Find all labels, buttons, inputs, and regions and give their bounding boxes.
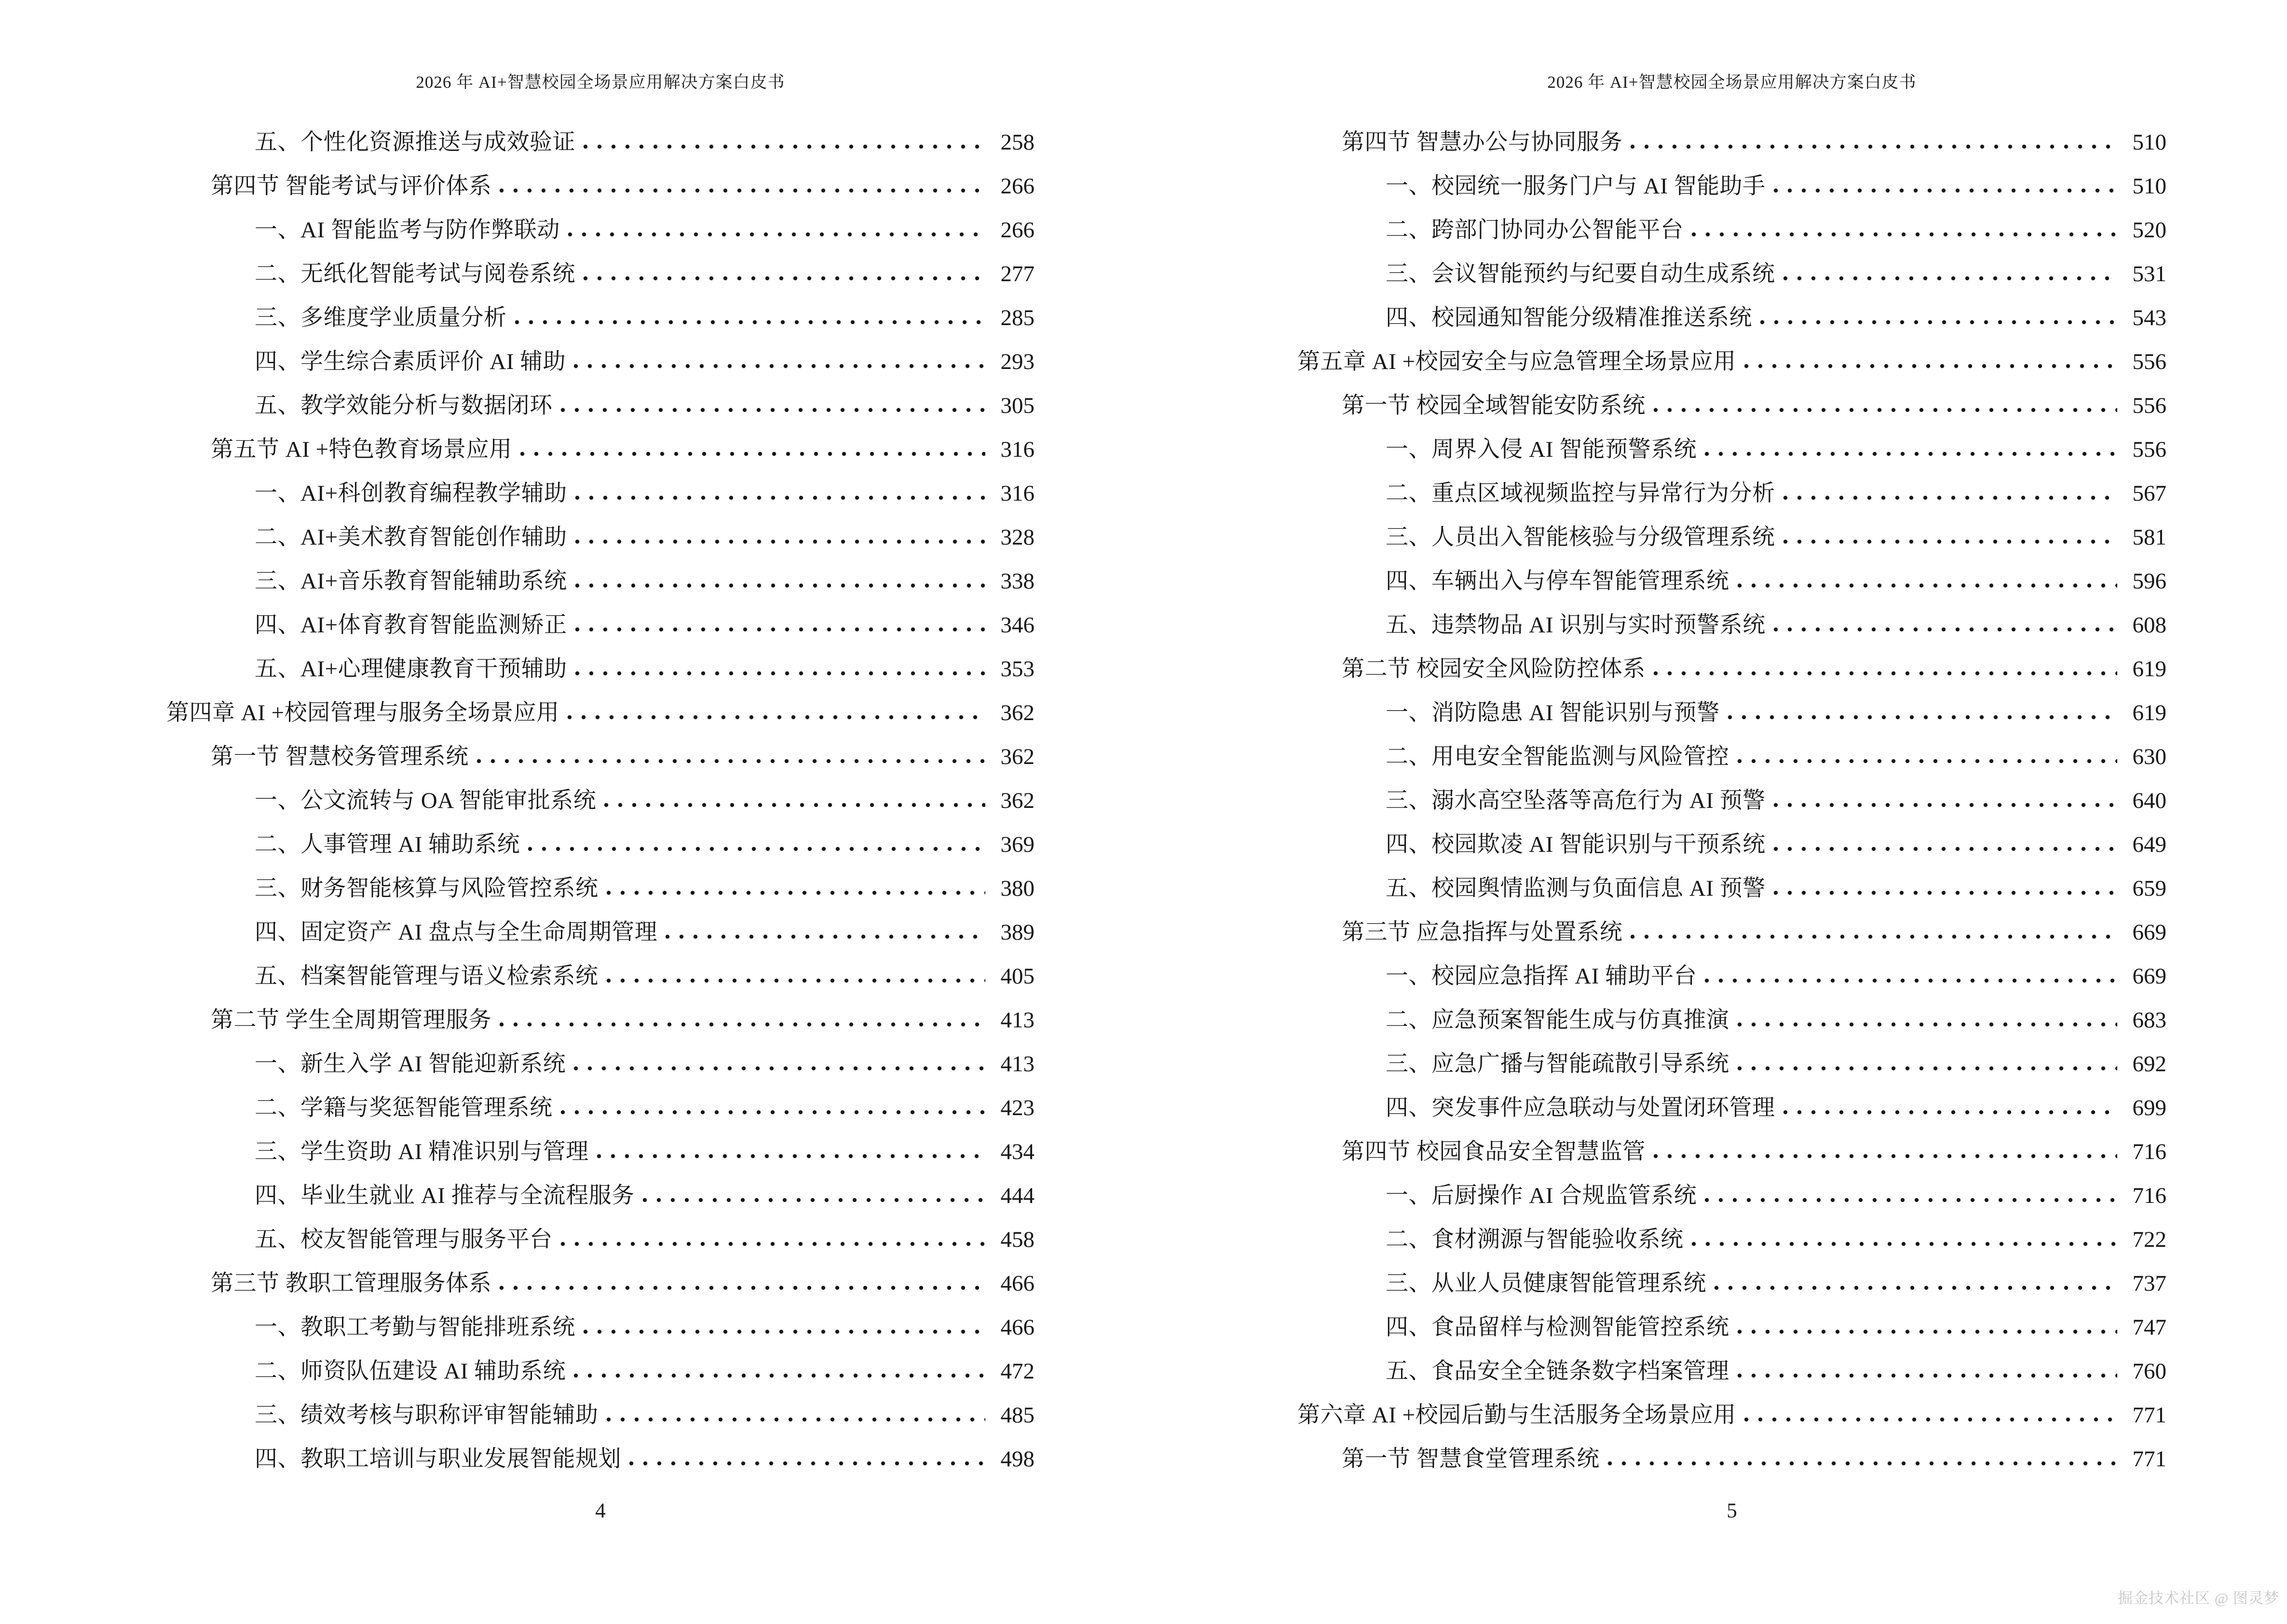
toc-entry-page-number: 659	[2132, 876, 2166, 901]
toc-entry	[166, 1428, 1035, 1472]
dotted-leader	[1773, 846, 2117, 851]
toc-entry-page-number: 316	[1000, 481, 1035, 506]
dotted-leader	[499, 188, 985, 193]
dotted-leader	[575, 671, 985, 676]
toc-entry	[1297, 594, 2166, 638]
dotted-leader	[606, 1417, 985, 1422]
dotted-leader	[1783, 276, 2117, 281]
toc-entry-page-number: 760	[2132, 1359, 2166, 1384]
toc-entry-page-number: 581	[2132, 525, 2166, 550]
toc-page-right	[1297, 0, 2166, 1624]
toc-entry	[166, 901, 1035, 945]
toc-entry	[1297, 1165, 2166, 1209]
toc-entry	[166, 1296, 1035, 1340]
page-number: 4	[595, 1500, 606, 1522]
dotted-leader	[560, 408, 985, 412]
toc-entries-right	[1297, 111, 2166, 1472]
toc-entry-title: 三、绩效考核与职称评审智能辅助	[255, 1403, 599, 1428]
toc-entry-page-number: 389	[1000, 920, 1035, 945]
toc-entry-title: 五、校友智能管理与服务平台	[255, 1227, 553, 1253]
toc-entry-page-number: 692	[2132, 1051, 2166, 1077]
toc-entry	[1297, 1121, 2166, 1165]
toc-entry-page-number: 716	[2132, 1183, 2166, 1209]
toc-entry	[166, 814, 1035, 858]
toc-entry-page-number: 485	[1000, 1403, 1035, 1428]
toc-entry-title: 五、校园舆情监测与负面信息 AI 预警	[1386, 876, 1766, 901]
dotted-leader	[629, 1461, 985, 1466]
toc-entry-page-number: 771	[2132, 1403, 2166, 1428]
toc-entry	[1297, 199, 2166, 243]
toc-entry-page-number: 266	[1000, 218, 1035, 243]
toc-entry-page-number: 413	[1000, 1051, 1035, 1077]
toc-entry-title: 三、应急广播与智能疏散引导系统	[1386, 1051, 1729, 1077]
toc-entry-page-number: 619	[2132, 700, 2166, 726]
toc-entry	[166, 594, 1035, 638]
toc-entry	[1297, 814, 2166, 858]
toc-entry-page-number: 338	[1000, 569, 1035, 594]
toc-entry-title: 一、校园统一服务门户与 AI 智能助手	[1386, 174, 1766, 199]
dotted-leader	[606, 978, 985, 983]
toc-entry	[166, 945, 1035, 989]
toc-entry-page-number: 266	[1000, 174, 1035, 199]
toc-entry	[1297, 243, 2166, 287]
toc-entry	[1297, 155, 2166, 199]
dotted-leader	[1653, 1154, 2117, 1159]
dotted-leader	[476, 759, 985, 764]
toc-entry	[1297, 375, 2166, 419]
toc-entry-page-number: 258	[1000, 130, 1035, 155]
dotted-leader	[499, 1285, 985, 1290]
toc-entry	[1297, 682, 2166, 726]
toc-entry-page-number: 747	[2132, 1315, 2166, 1340]
dotted-leader	[575, 583, 985, 588]
toc-entry	[1297, 506, 2166, 550]
dotted-leader	[1630, 144, 2117, 149]
dotted-leader	[1744, 364, 2117, 368]
toc-entry	[1297, 111, 2166, 155]
dotted-leader	[1783, 539, 2117, 544]
toc-entry	[166, 1077, 1035, 1121]
toc-entry-page-number: 699	[2132, 1095, 2166, 1121]
toc-entry-page-number: 596	[2132, 569, 2166, 594]
toc-entry-title: 三、多维度学业质量分析	[255, 305, 507, 331]
dotted-leader	[1714, 1285, 2117, 1290]
toc-entry	[1297, 1077, 2166, 1121]
toc-entries-left	[166, 111, 1035, 1472]
toc-entry	[1297, 770, 2166, 814]
toc-entry-page-number: 630	[2132, 744, 2166, 770]
toc-entry-title: 五、个性化资源推送与成效验证	[255, 130, 575, 155]
dotted-leader	[1691, 1242, 2117, 1246]
toc-entry-title: 四、食品留样与检测智能管控系统	[1386, 1315, 1729, 1340]
toc-entry	[166, 287, 1035, 331]
toc-entry-page-number: 328	[1000, 525, 1035, 550]
toc-entry	[166, 858, 1035, 901]
toc-entry-title: 第一节 智慧食堂管理系统	[1342, 1447, 1600, 1472]
toc-entry	[166, 506, 1035, 550]
dotted-leader	[568, 232, 985, 237]
toc-entry	[1297, 989, 2166, 1033]
toc-entry-title: 第四节 智慧办公与协同服务	[1342, 130, 1623, 155]
toc-entry-title: 一、后厨操作 AI 合规监管系统	[1386, 1183, 1697, 1209]
toc-entry-title: 三、从业人员健康智能管理系统	[1386, 1271, 1706, 1296]
toc-entry	[1297, 901, 2166, 945]
toc-entry-title: 一、AI 智能监考与防作弊联动	[255, 218, 560, 243]
toc-entry	[166, 463, 1035, 506]
toc-entry	[166, 1165, 1035, 1209]
toc-entry	[166, 375, 1035, 419]
toc-entry	[1297, 550, 2166, 594]
toc-entry	[166, 243, 1035, 287]
toc-entry	[166, 1340, 1035, 1384]
toc-entry	[1297, 638, 2166, 682]
toc-entry-page-number: 466	[1000, 1315, 1035, 1340]
toc-entry-page-number: 362	[1000, 744, 1035, 770]
dotted-leader	[597, 1154, 985, 1159]
dotted-leader	[1737, 759, 2117, 764]
toc-entry	[166, 638, 1035, 682]
toc-entry-page-number: 556	[2132, 349, 2166, 375]
toc-entry-title: 二、跨部门协同办公智能平台	[1386, 218, 1684, 243]
page-number: 5	[1727, 1500, 1737, 1522]
toc-entry-title: 第二节 校园安全风险防控体系	[1342, 656, 1646, 682]
toc-entry-page-number: 472	[1000, 1359, 1035, 1384]
dotted-leader	[575, 627, 985, 632]
toc-entry	[166, 419, 1035, 463]
toc-entry-title: 第四节 智能考试与评价体系	[211, 174, 492, 199]
toc-entry-title: 第四章 AI +校园管理与服务全场景应用	[166, 700, 559, 726]
dotted-leader	[1737, 1373, 2117, 1378]
dotted-leader	[575, 539, 985, 544]
toc-entry-title: 五、教学效能分析与数据闭环	[255, 393, 553, 419]
toc-entry-title: 二、AI+美术教育智能创作辅助	[255, 525, 567, 550]
toc-entry-page-number: 444	[1000, 1183, 1035, 1209]
toc-entry-page-number: 669	[2132, 964, 2166, 989]
toc-entry-title: 五、AI+心理健康教育干预辅助	[255, 656, 567, 682]
toc-entry-page-number: 305	[1000, 393, 1035, 419]
dotted-leader	[1728, 715, 2117, 720]
toc-entry-page-number: 423	[1000, 1095, 1035, 1121]
toc-entry-page-number: 466	[1000, 1271, 1035, 1296]
dotted-leader	[1737, 1066, 2117, 1071]
dotted-leader	[567, 715, 985, 720]
dotted-leader	[573, 1066, 985, 1071]
toc-entry-title: 二、学籍与奖惩智能管理系统	[255, 1095, 553, 1121]
toc-entry-page-number: 531	[2132, 261, 2166, 287]
toc-entry-title: 四、AI+体育教育智能监测矫正	[255, 613, 567, 638]
toc-entry-title: 五、食品安全全链条数字档案管理	[1386, 1359, 1729, 1384]
toc-entry-page-number: 669	[2132, 920, 2166, 945]
toc-entry	[166, 1209, 1035, 1253]
dotted-leader	[1653, 671, 2117, 676]
toc-entry	[166, 1384, 1035, 1428]
toc-entry	[1297, 1296, 2166, 1340]
toc-entry-title: 四、教职工培训与职业发展智能规划	[255, 1447, 621, 1472]
toc-entry-page-number: 640	[2132, 788, 2166, 814]
toc-entry-page-number: 413	[1000, 1008, 1035, 1033]
toc-entry-page-number: 510	[2132, 174, 2166, 199]
dotted-leader	[1630, 934, 2117, 939]
dotted-leader	[583, 276, 985, 281]
toc-entry-page-number: 556	[2132, 437, 2166, 463]
toc-entry	[1297, 726, 2166, 770]
toc-entry-page-number: 510	[2132, 130, 2166, 155]
toc-entry-page-number: 405	[1000, 964, 1035, 989]
toc-entry-title: 三、学生资助 AI 精准识别与管理	[255, 1139, 589, 1165]
toc-entry-title: 二、人事管理 AI 辅助系统	[255, 832, 520, 858]
dotted-leader	[1783, 495, 2117, 500]
toc-entry	[1297, 1033, 2166, 1077]
toc-entry	[166, 111, 1035, 155]
toc-entry-page-number: 608	[2132, 613, 2166, 638]
toc-entry-page-number: 458	[1000, 1227, 1035, 1253]
toc-entry-page-number: 543	[2132, 305, 2166, 331]
dotted-leader	[573, 364, 985, 368]
dotted-leader	[583, 1329, 985, 1334]
dotted-leader	[1773, 890, 2117, 895]
toc-entry-title: 三、财务智能核算与风险管控系统	[255, 876, 599, 901]
page-header: 2026 年 AI+智慧校园全场景应用解决方案白皮书	[416, 73, 785, 92]
toc-entry-title: 四、毕业生就业 AI 推荐与全流程服务	[255, 1183, 635, 1209]
toc-entry-title: 二、食材溯源与智能验收系统	[1386, 1227, 1684, 1253]
dotted-leader	[1737, 1022, 2117, 1027]
dotted-leader	[1760, 320, 2117, 325]
toc-entry	[1297, 463, 2166, 506]
toc-entry-page-number: 346	[1000, 613, 1035, 638]
toc-entry	[166, 1033, 1035, 1077]
page-header: 2026 年 AI+智慧校园全场景应用解决方案白皮书	[1547, 73, 1917, 92]
toc-entry-title: 第四节 校园食品安全智慧监管	[1342, 1139, 1646, 1165]
toc-entry-title: 三、会议智能预约与纪要自动生成系统	[1386, 261, 1775, 287]
dotted-leader	[1704, 451, 2117, 456]
toc-entry-title: 第三节 教职工管理服务体系	[211, 1271, 492, 1296]
toc-entry-title: 五、档案智能管理与语义检索系统	[255, 964, 599, 989]
toc-entry-title: 四、校园通知智能分级精准推送系统	[1386, 305, 1752, 331]
dotted-leader	[1744, 1417, 2117, 1422]
watermark: 掘金技术社区 @ 图灵梦	[2117, 1590, 2279, 1607]
toc-entry-page-number: 716	[2132, 1139, 2166, 1165]
toc-entry-page-number: 316	[1000, 437, 1035, 463]
toc-entry-page-number: 353	[1000, 656, 1035, 682]
dotted-leader	[1704, 978, 2117, 983]
toc-entry-title: 第五章 AI +校园安全与应急管理全场景应用	[1297, 349, 1736, 375]
toc-entry	[166, 682, 1035, 726]
toc-entry-page-number: 285	[1000, 305, 1035, 331]
dotted-leader	[560, 1242, 985, 1246]
dotted-leader	[604, 803, 985, 807]
toc-entry-title: 一、新生入学 AI 智能迎新系统	[255, 1051, 566, 1077]
toc-entry-title: 一、校园应急指挥 AI 辅助平台	[1386, 964, 1697, 989]
toc-entry-page-number: 722	[2132, 1227, 2166, 1253]
toc-entry-page-number: 683	[2132, 1008, 2166, 1033]
toc-entry	[1297, 331, 2166, 375]
toc-entry	[1297, 858, 2166, 901]
toc-entry	[1297, 1428, 2166, 1472]
toc-entry-page-number: 520	[2132, 218, 2166, 243]
dotted-leader	[1773, 627, 2117, 632]
toc-entry	[166, 1253, 1035, 1296]
toc-entry-title: 第六章 AI +校园后勤与生活服务全场景应用	[1297, 1403, 1736, 1428]
toc-entry-page-number: 649	[2132, 832, 2166, 858]
toc-entry-title: 第一节 校园全域智能安防系统	[1342, 393, 1646, 419]
toc-entry-title: 二、用电安全智能监测与风险管控	[1386, 744, 1729, 770]
toc-entry-title: 第三节 应急指挥与处置系统	[1342, 920, 1623, 945]
toc-entry-title: 三、AI+音乐教育智能辅助系统	[255, 569, 567, 594]
toc-entry	[166, 199, 1035, 243]
toc-entry-title: 五、违禁物品 AI 识别与实时预警系统	[1386, 613, 1766, 638]
toc-entry-title: 一、公文流转与 OA 智能审批系统	[255, 788, 597, 814]
dotted-leader	[560, 1110, 985, 1115]
toc-page-left	[166, 0, 1035, 1624]
toc-entry-page-number: 498	[1000, 1447, 1035, 1472]
toc-entry-page-number: 619	[2132, 656, 2166, 682]
toc-entry-title: 二、无纸化智能考试与阅卷系统	[255, 261, 575, 287]
toc-entry-title: 第一节 智慧校务管理系统	[211, 744, 469, 770]
dotted-leader	[1783, 1110, 2117, 1115]
toc-entry-page-number: 362	[1000, 788, 1035, 814]
toc-entry	[166, 770, 1035, 814]
toc-entry-page-number: 293	[1000, 349, 1035, 375]
toc-entry	[166, 550, 1035, 594]
toc-entry	[1297, 1340, 2166, 1384]
dotted-leader	[606, 890, 985, 895]
toc-entry-title: 第二节 学生全周期管理服务	[211, 1008, 492, 1033]
toc-entry	[166, 155, 1035, 199]
dotted-leader	[1773, 803, 2117, 807]
toc-entry-page-number: 737	[2132, 1271, 2166, 1296]
toc-entry-title: 二、应急预案智能生成与仿真推演	[1386, 1008, 1729, 1033]
toc-entry	[1297, 287, 2166, 331]
dotted-leader	[1773, 188, 2117, 193]
toc-entry-title: 四、校园欺凌 AI 智能识别与干预系统	[1386, 832, 1766, 858]
dotted-leader	[1737, 583, 2117, 588]
toc-entry-page-number: 556	[2132, 393, 2166, 419]
dotted-leader	[1607, 1461, 2117, 1466]
toc-entry-title: 三、溺水高空坠落等高危行为 AI 预警	[1386, 788, 1766, 814]
toc-entry	[1297, 419, 2166, 463]
dotted-leader	[520, 451, 985, 456]
dotted-leader	[1691, 232, 2117, 237]
toc-entry-title: 三、人员出入智能核验与分级管理系统	[1386, 525, 1775, 550]
toc-entry-title: 四、学生综合素质评价 AI 辅助	[255, 349, 566, 375]
dotted-leader	[665, 934, 985, 939]
dotted-leader	[1704, 1198, 2117, 1202]
toc-entry	[166, 331, 1035, 375]
dotted-leader	[528, 846, 985, 851]
dotted-leader	[573, 1373, 985, 1378]
toc-entry-title: 四、车辆出入与停车智能管理系统	[1386, 569, 1729, 594]
toc-entry-title: 第五节 AI +特色教育场景应用	[211, 437, 512, 463]
toc-entry-page-number: 380	[1000, 876, 1035, 901]
toc-entry	[166, 726, 1035, 770]
toc-entry	[1297, 1253, 2166, 1296]
toc-entry-title: 一、周界入侵 AI 智能预警系统	[1386, 437, 1697, 463]
toc-entry-title: 一、消防隐患 AI 智能识别与预警	[1386, 700, 1720, 726]
toc-entry-title: 一、教职工考勤与智能排班系统	[255, 1315, 575, 1340]
toc-entry	[166, 989, 1035, 1033]
dotted-leader	[583, 144, 985, 149]
toc-entry-title: 二、重点区域视频监控与异常行为分析	[1386, 481, 1775, 506]
toc-entry	[166, 1121, 1035, 1165]
dotted-leader	[499, 1022, 985, 1027]
toc-entry-page-number: 369	[1000, 832, 1035, 858]
toc-entry-page-number: 362	[1000, 700, 1035, 726]
dotted-leader	[515, 320, 985, 325]
toc-entry-page-number: 434	[1000, 1139, 1035, 1165]
toc-entry-page-number: 771	[2132, 1447, 2166, 1472]
toc-entry	[1297, 945, 2166, 989]
toc-entry	[1297, 1384, 2166, 1428]
toc-entry-title: 四、突发事件应急联动与处置闭环管理	[1386, 1095, 1775, 1121]
toc-entry-page-number: 277	[1000, 261, 1035, 287]
toc-entry-title: 一、AI+科创教育编程教学辅助	[255, 481, 567, 506]
dotted-leader	[575, 495, 985, 500]
toc-entry-page-number: 567	[2132, 481, 2166, 506]
dotted-leader	[1737, 1329, 2117, 1334]
dotted-leader	[1653, 408, 2117, 412]
toc-entry-title: 二、师资队伍建设 AI 辅助系统	[255, 1359, 566, 1384]
dotted-leader	[642, 1198, 985, 1202]
toc-entry-title: 四、固定资产 AI 盘点与全生命周期管理	[255, 920, 658, 945]
toc-entry	[1297, 1209, 2166, 1253]
